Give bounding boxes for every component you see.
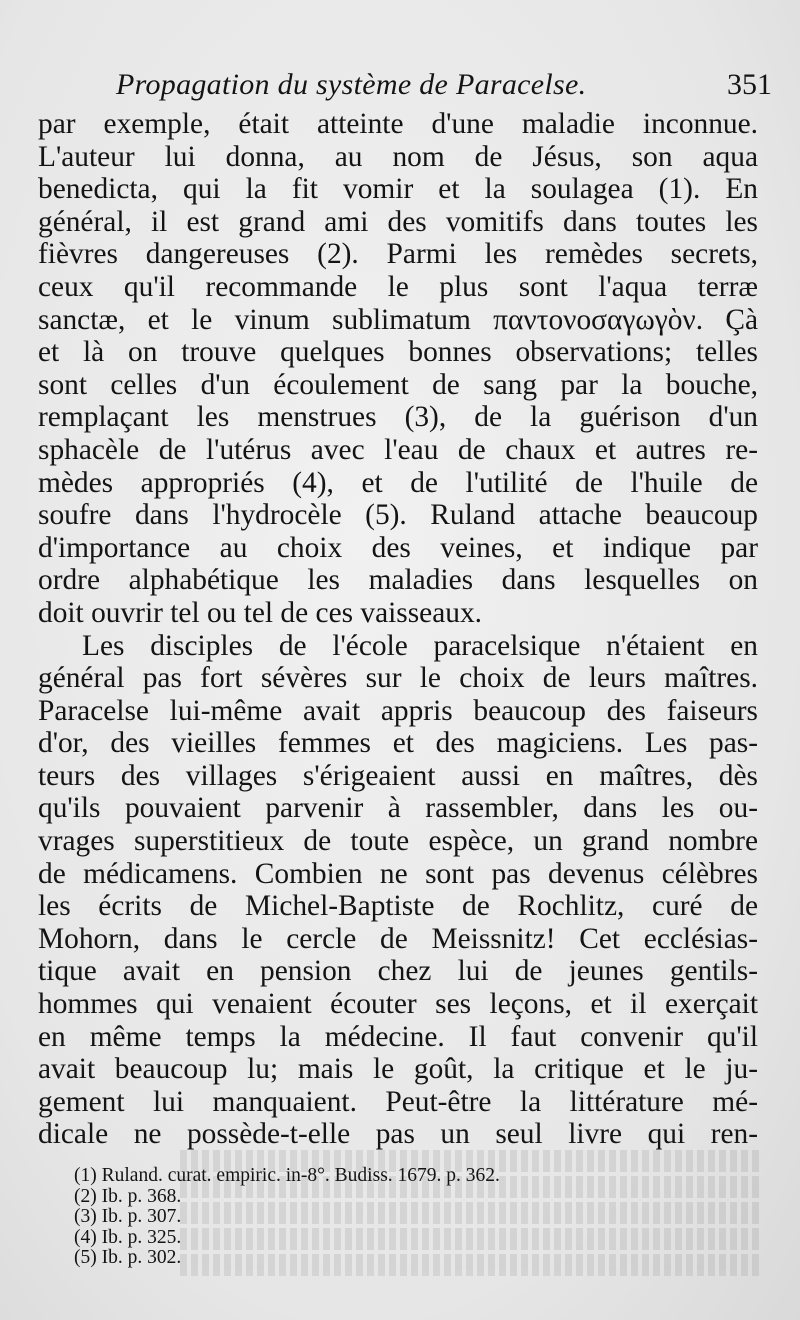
footnote: (3) Ib. p. 307. — [74, 1206, 182, 1227]
text-line: d'or, des vieilles femmes et des magiciens. Les pas- — [38, 727, 758, 760]
text-line: Les disciples de l'école paracelsique n'étaient en — [82, 629, 758, 662]
text-line: L'auteur lui donna, au nom de Jésus, son aqua — [38, 140, 758, 173]
text-line: ceux qu'il recommande le plus sont l'aqua terræ — [38, 270, 758, 303]
text-line: par exemple, était atteinte d'une maladie inconnue. — [38, 108, 758, 140]
text-line: sanctæ, et le vinum sublimatum παντονοσαγωγὸν. Çà — [38, 303, 758, 336]
text-line: d'importance au choix des veines, et indique par — [38, 531, 758, 564]
text-line: sphacèle de l'utérus avec l'eau de chaux et autres re- — [38, 433, 758, 466]
text-line: général, il est grand ami des vomitifs dans toutes les — [38, 205, 758, 238]
text-line: remplaçant les menstrues (3), de la guérison d'un — [38, 401, 758, 434]
footnote: (2) Ib. p. 368. — [74, 1185, 182, 1207]
footnote: (1) Ruland. curat. empiric. in-8°. Budiss. 1679. p. 362. — [74, 1165, 500, 1186]
text-line: les écrits de Michel-Baptiste de Rochlitz, curé de — [38, 890, 758, 923]
text-line: doit ouvrir tel ou tel de ces vaisseaux. — [38, 596, 483, 629]
page-header — [116, 68, 776, 108]
footnote: (4) Ib. p. 325. — [74, 1226, 182, 1248]
text-line: Paracelse lui-même avait appris beaucoup des faiseurs — [38, 694, 758, 727]
text-line: de médicamens. Combien ne sont pas devenus célèbres — [38, 857, 758, 890]
running-title: Propagation du système de Paracelse. — [116, 68, 587, 101]
text-line: ordre alphabétique les maladies dans lesquelles on — [38, 564, 758, 597]
text-line: tique avait en pension chez lui de jeunes gentils- — [38, 955, 758, 988]
text-line: soufre dans l'hydrocèle (5). Ruland attache beaucoup — [38, 499, 758, 532]
text-line: fièvres dangereuses (2). Parmi les remèdes secrets, — [38, 238, 758, 271]
footnotes — [74, 1166, 734, 1269]
text-line: mèdes appropriés (4), et de l'utilité de l'huile de — [38, 466, 758, 499]
text-line: et là on trouve quelques bonnes observations; telles — [38, 336, 758, 369]
page-number: 351 — [727, 68, 772, 101]
text-line: benedicta, qui la fit vomir et la soulagea (1). En — [38, 173, 758, 206]
text-line: qu'ils pouvaient parvenir à rassembler, dans les ou- — [38, 792, 758, 825]
footnote: (5) Ib. p. 302. — [74, 1247, 182, 1268]
text-line: dicale ne possède-t-elle pas un seul livre qui ren- — [38, 1118, 758, 1151]
text-line: vrages superstitieux de toute espèce, un grand nombre — [38, 825, 758, 858]
text-line: avait beaucoup lu; mais le goût, la critique et le ju- — [38, 1053, 758, 1086]
body-text — [38, 108, 758, 1151]
text-line: Mohorn, dans le cercle de Meissnitz! Cet ecclésias- — [38, 922, 758, 955]
text-line: général pas fort sévères sur le choix de leurs maîtres. — [38, 662, 758, 695]
text-line: en même temps la médecine. Il faut convenir qu'il — [38, 1020, 758, 1053]
text-line: gement lui manquaient. Peut-être la littérature mé- — [38, 1085, 758, 1118]
text-line: sont celles d'un écoulement de sang par la bouche, — [38, 368, 758, 401]
text-line: teurs des villages s'érigeaient aussi en maîtres, dès — [38, 759, 758, 792]
text-line: hommes qui venaient écouter ses leçons, et il exerçait — [38, 988, 758, 1021]
